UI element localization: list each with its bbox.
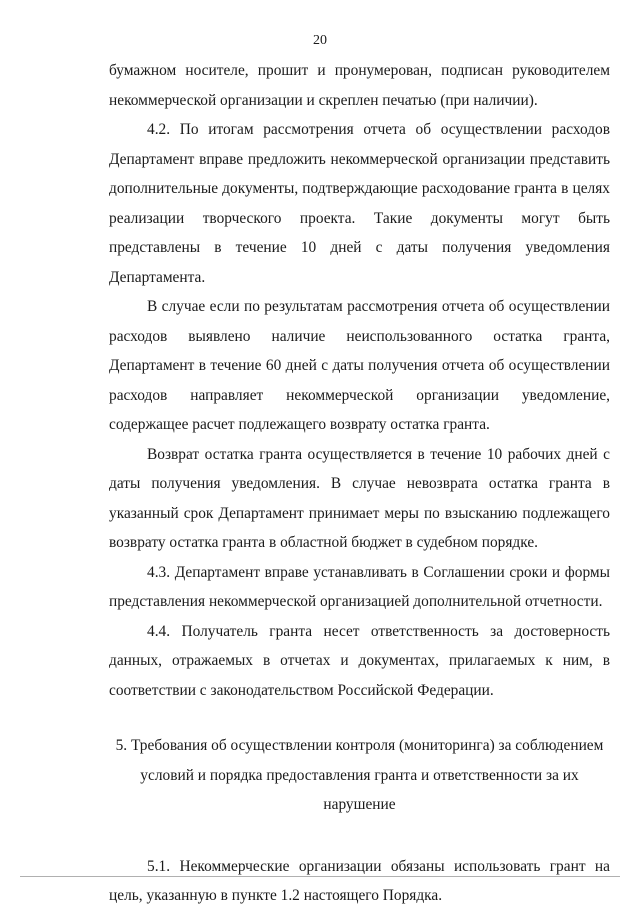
- paragraph-unused-balance: В случае если по результатам рассмотрения отчета об осуществлении расходов выявлено наличие неиспользованного остатка гранта, Департамент в течение 60 дней с даты получения отчета об осуществлении расходов направляет некоммерческой организации уведомление, содержащее расчет подлежащего возврату остатка гранта.: [109, 298, 610, 433]
- paragraph-5-1: 5.1. Некоммерческие организации обязаны использовать грант на цель, указанную в пункте 1.2 настоящего Порядка.: [109, 857, 610, 904]
- paragraph-continuation: бумажном носителе, прошит и пронумерован, подписан руководителем некоммерческой организации и скреплен печатью (при наличии).: [109, 62, 610, 109]
- document-body: [109, 56, 610, 911]
- paragraph-balance-return: Возврат остатка гранта осуществляется в течение 10 рабочих дней с даты получения уведомления. В случае невозврата остатка гранта в указанный срок Департамент принимает меры по взысканию подлежащего возврату остатка гранта в областной бюджет в судебном порядке.: [109, 445, 610, 551]
- page-bottom-divider: [20, 876, 620, 877]
- paragraph-4-3: 4.3. Департамент вправе устанавливать в Соглашении сроки и формы представления некоммерческой организацией дополнительной отчетности.: [109, 563, 610, 610]
- section-heading: 5. Требования об осуществлении контроля (мониторинга) за соблюдением условий и порядка предоставления гранта и ответственности за их нарушение: [115, 737, 604, 813]
- paragraph-4-2: 4.2. По итогам рассмотрения отчета об осуществлении расходов Департамент вправе предложить некоммерческой организации представить дополнительные документы, подтверждающие расходование гранта в целях реализации творческого проекта. Такие документы могут быть представлены в течение 10 дней с даты получения уведомления Департамента.: [109, 121, 610, 286]
- paragraph-4-4: 4.4. Получатель гранта несет ответственность за достоверность данных, отражаемых в отчетах и документах, прилагаемых к ним, в соответствии с законодательством Российской Федерации.: [109, 622, 610, 699]
- page-number: 20: [313, 33, 327, 48]
